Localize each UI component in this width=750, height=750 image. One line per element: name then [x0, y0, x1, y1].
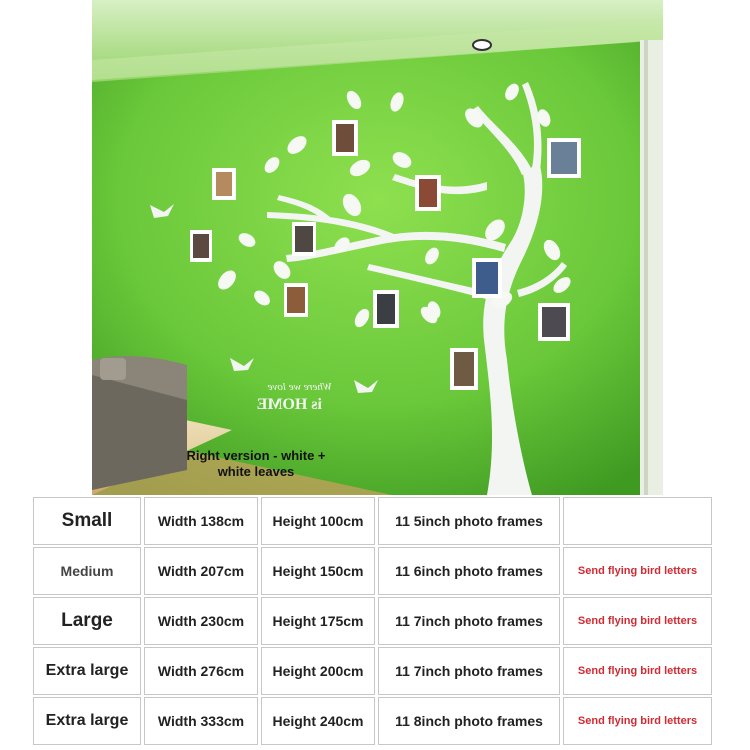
width-cell: Width 333cm: [144, 697, 258, 745]
size-cell: Small: [33, 497, 141, 545]
frames-cell: 11 8inch photo frames: [378, 697, 560, 745]
frame: [332, 120, 358, 156]
table-row: [33, 697, 712, 745]
frames-cell: 11 6inch photo frames: [378, 547, 560, 595]
wall-text-line1: Where we love: [267, 381, 332, 393]
frame: [190, 230, 212, 262]
wall-text-line2: is HOME: [256, 396, 322, 413]
table-row: [33, 647, 712, 695]
frame: [212, 168, 236, 200]
side-column: [640, 40, 663, 495]
frame: [373, 290, 399, 328]
table-row: [33, 547, 712, 595]
frame: [538, 303, 570, 341]
frame: [292, 222, 316, 256]
frame: [415, 175, 441, 211]
table-row: [33, 597, 712, 645]
note-cell: [563, 497, 712, 545]
note-cell: Send flying bird letters: [563, 647, 712, 695]
product-photo: [92, 0, 663, 495]
frames-cell: 11 7inch photo frames: [378, 597, 560, 645]
frame: [284, 283, 308, 317]
table-row: [33, 497, 712, 545]
size-cell: Medium: [33, 547, 141, 595]
note-cell: Send flying bird letters: [563, 547, 712, 595]
height-cell: Height 100cm: [261, 497, 375, 545]
frame: [450, 348, 478, 390]
size-cell: Large: [33, 597, 141, 645]
width-cell: Width 207cm: [144, 547, 258, 595]
version-caption: [146, 448, 366, 480]
height-cell: Height 200cm: [261, 647, 375, 695]
height-cell: Height 175cm: [261, 597, 375, 645]
size-cell: Extra large: [33, 647, 141, 695]
caption-line1: Right version - white +: [186, 448, 326, 463]
frames-cell: 11 7inch photo frames: [378, 647, 560, 695]
side-column-shade: [644, 40, 648, 495]
height-cell: Height 150cm: [261, 547, 375, 595]
width-cell: Width 230cm: [144, 597, 258, 645]
size-spec-table: [33, 497, 712, 745]
caption-line2: white leaves: [217, 464, 295, 479]
note-cell: Send flying bird letters: [563, 597, 712, 645]
note-cell: Send flying bird letters: [563, 697, 712, 745]
width-cell: Width 138cm: [144, 497, 258, 545]
frame: [472, 258, 502, 298]
width-cell: Width 276cm: [144, 647, 258, 695]
size-cell: Extra large: [33, 697, 141, 745]
frames-cell: 11 5inch photo frames: [378, 497, 560, 545]
ceiling-light: [473, 40, 491, 50]
wall-scene: [92, 0, 663, 495]
height-cell: Height 240cm: [261, 697, 375, 745]
frame: [547, 138, 581, 178]
